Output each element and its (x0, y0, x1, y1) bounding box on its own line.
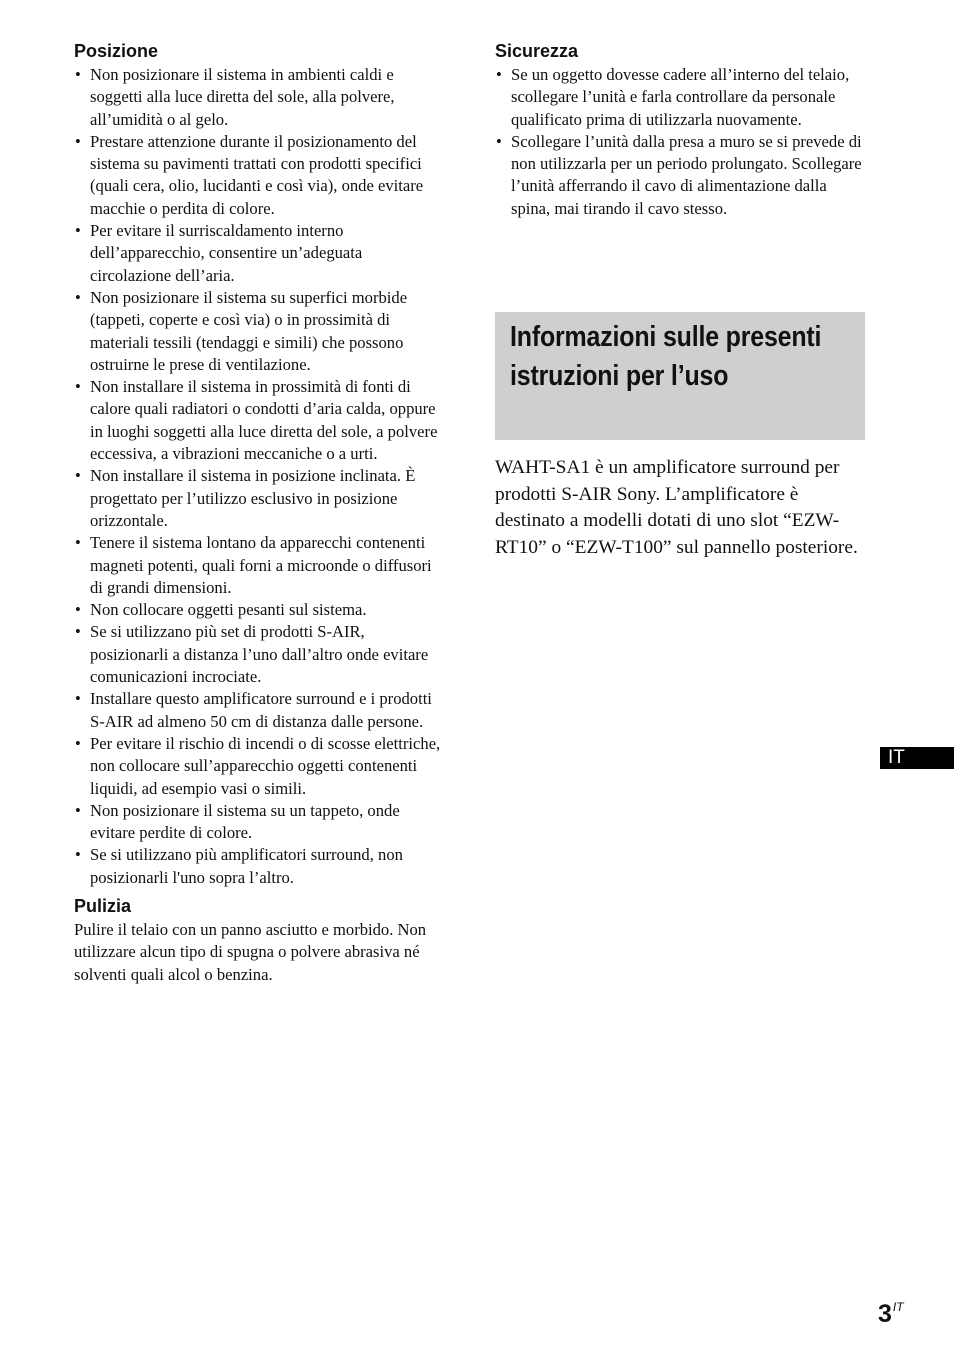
list-item: • Tenere il sistema lontano da apparecchi contenenti magneti potenti, quali forni a microonde o diffusori di grandi dimensioni. (74, 532, 444, 599)
list-item: • Non installare il sistema in posizione inclinata. È progettato per l’utilizzo esclusivo in posizione orizzontale. (74, 465, 444, 532)
list-item: • Se si utilizzano più amplificatori surround, non posizionarli l'uno sopra l’altro. (74, 844, 444, 889)
list-item: • Per evitare il rischio di incendi o di scosse elettriche, non collocare sull’apparecchio oggetti contenenti liquidi, ad esempio vasi o simili. (74, 733, 444, 800)
page-number-value: 3 (878, 1300, 892, 1328)
list-item: • Prestare attenzione durante il posizionamento del sistema su pavimenti trattati con prodotti specifici (quali cera, olio, lucidanti e così via), onde evitare macchie o perdita di colore. (74, 131, 444, 220)
list-item: • Non posizionare il sistema in ambienti caldi e soggetti alla luce diretta del sole, alla polvere, all’umidità o al gelo. (74, 64, 444, 131)
list-item: • Non installare il sistema in prossimità di fonti di calore quali radiatori o condotti d’aria calda, oppure in luoghi soggetti alla luce diretta del sole, a polvere eccessiva, a vibrazioni meccaniche o a urti. (74, 376, 444, 465)
posizione-heading: Posizione (74, 41, 159, 61)
section-title: Informazioni sulle presenti istruzioni per l’uso (510, 321, 822, 392)
pulizia-text: Pulire il telaio con un panno asciutto e morbido. Non utilizzare alcun tipo di spugna o polvere abrasiva né solventi quali alcol o benzina. (74, 919, 427, 984)
list-item: • Installare questo amplificatore surround e i prodotti S-AIR ad almeno 50 cm di distanza dalle persone. (74, 688, 444, 733)
posizione-list (74, 64, 444, 889)
page-number (878, 1300, 904, 1329)
page-number-suffix: IT (892, 1300, 904, 1314)
sicurezza-heading: Sicurezza (495, 41, 579, 61)
list-item: • Se un oggetto dovesse cadere all’interno del telaio, scollegare l’unità e farla controllare da personale qualificato prima di utilizzarla nuovamente. (495, 64, 865, 131)
sicurezza-list (495, 64, 865, 220)
right-column (495, 40, 865, 220)
pulizia-heading: Pulizia (74, 895, 132, 916)
list-item: • Per evitare il surriscaldamento interno dell’apparecchio, consentire un’adeguata circolazione dell’aria. (74, 220, 444, 287)
list-item: • Non posizionare il sistema su un tappeto, onde evitare perdite di colore. (74, 800, 444, 845)
list-item: • Non collocare oggetti pesanti sul sistema. (74, 599, 444, 621)
list-item: • Non posizionare il sistema su superfici morbide (tappeti, coperte e così via) o in prossimità di materiali tessili (tendaggi e simili) che possono ostruirne le prese di ventilazione. (74, 287, 444, 376)
list-item: • Scollegare l’unità dalla presa a muro se si prevede di non utilizzarla per un periodo prolungato. Scollegare l’unità afferrando il cavo di alimentazione dalla spina, mai tirando il cavo stesso. (495, 131, 865, 220)
section-title-box (495, 312, 865, 440)
intro-paragraph: WAHT-SA1 è un amplificatore surround per prodotti S-AIR Sony. L’amplificatore è destinato a modelli dotati di uno slot “EZW-RT10” o “EZW-T100” sul pannello posteriore. (495, 457, 858, 558)
left-column (74, 40, 444, 986)
language-tab: IT (880, 747, 954, 769)
list-item: • Se si utilizzano più set di prodotti S-AIR, posizionarli a distanza l’uno dall’altro onde evitare comunicazioni incrociate. (74, 621, 444, 688)
